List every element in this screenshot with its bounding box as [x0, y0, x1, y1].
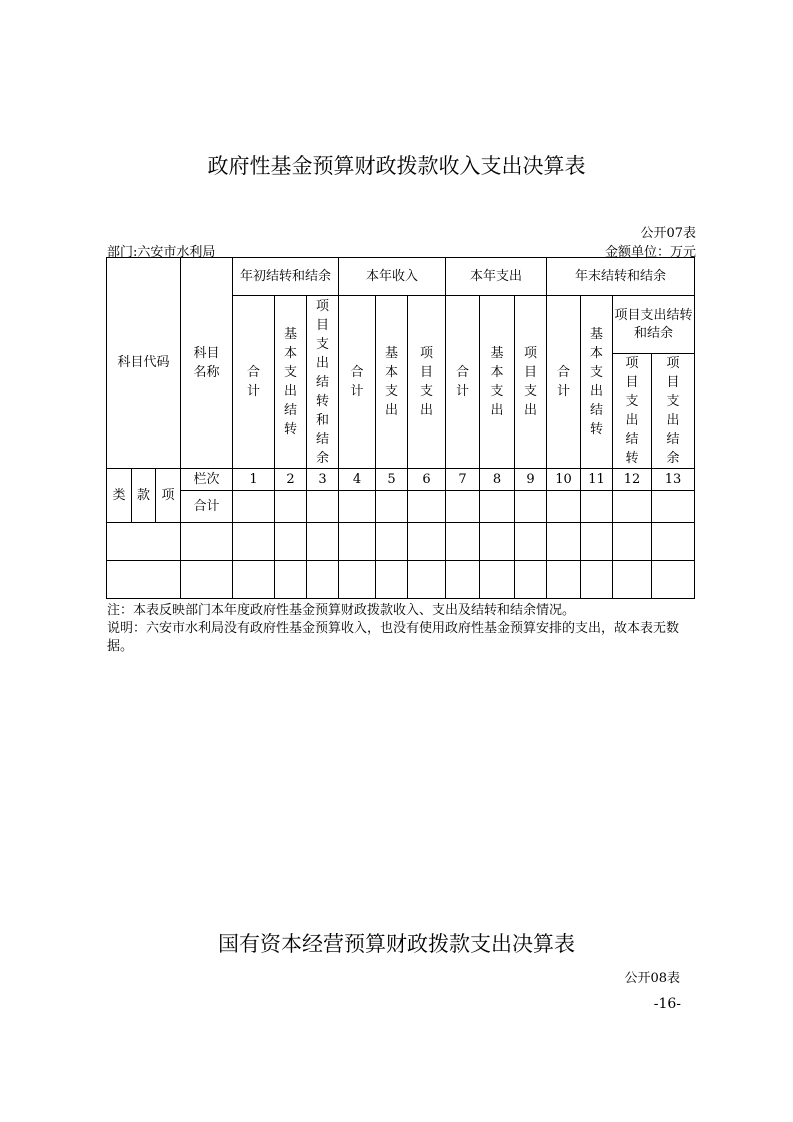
table-cell	[307, 491, 339, 523]
column-number: 11	[581, 469, 613, 491]
income-header: 本年收入	[339, 258, 446, 296]
subject-name-header: 科目名称	[181, 258, 233, 469]
table-cell	[376, 523, 408, 561]
column-number: 6	[408, 469, 446, 491]
table-cell	[181, 561, 233, 599]
income-project-header: 项目支出	[408, 296, 446, 469]
table-cell	[408, 491, 446, 523]
table-cell	[613, 491, 652, 523]
table-cell	[307, 561, 339, 599]
column-number: 2	[275, 469, 307, 491]
table-cell	[408, 561, 446, 599]
table-cell	[547, 491, 581, 523]
table-row	[107, 561, 695, 599]
end-project-balance-sub-header: 项目支出结余	[652, 354, 695, 469]
column-number: 1	[233, 469, 275, 491]
table-cell	[339, 491, 376, 523]
table-cell	[107, 523, 181, 561]
column-number: 8	[480, 469, 515, 491]
fund-budget-table-wrapper	[106, 257, 695, 599]
table-cell	[581, 561, 613, 599]
column-number: 4	[339, 469, 376, 491]
table-cell	[446, 561, 480, 599]
table-cell	[275, 561, 307, 599]
table-cell	[515, 491, 547, 523]
column-number: 7	[446, 469, 480, 491]
table-row	[107, 523, 695, 561]
expense-total-header: 合计	[446, 296, 480, 469]
table-cell	[376, 491, 408, 523]
table-number: 公开07表	[640, 226, 696, 241]
table-cell	[480, 491, 515, 523]
page-title: 政府性基金预算财政拨款收入支出决算表	[207, 154, 586, 178]
column-number: 12	[613, 469, 652, 491]
begin-basic-carry-header: 基本支出结转	[275, 296, 307, 469]
table-cell	[233, 491, 275, 523]
table-cell	[233, 523, 275, 561]
table-cell	[547, 561, 581, 599]
next-table-number: 公开08表	[624, 971, 680, 986]
table-cell	[581, 523, 613, 561]
table-cell	[613, 561, 652, 599]
end-project-carry-sub-header: 项目支出结转	[613, 354, 652, 469]
table-cell	[581, 491, 613, 523]
end-basic-carry-header: 基本支出结转	[581, 296, 613, 469]
table-cell	[233, 561, 275, 599]
table-cell	[339, 561, 376, 599]
note-text: 注：本表反映部门本年度政府性基金预算财政拨款收入、支出及结转和结余情况。	[107, 603, 576, 618]
begin-total-header: 合计	[233, 296, 275, 469]
kuan-header: 款	[132, 469, 156, 523]
end-total-header: 合计	[547, 296, 581, 469]
fund-budget-table	[106, 257, 695, 599]
table-cell	[547, 523, 581, 561]
expense-header: 本年支出	[446, 258, 547, 296]
table-cell	[652, 561, 695, 599]
table-cell	[408, 523, 446, 561]
table-cell	[181, 523, 233, 561]
expense-basic-header: 基本支出	[480, 296, 515, 469]
table-cell	[446, 491, 480, 523]
table-cell	[376, 561, 408, 599]
column-number: 10	[547, 469, 581, 491]
unit-label: 金额单位：万元	[604, 245, 696, 260]
end-project-carry-group-header: 项目支出结转和结余	[613, 296, 695, 354]
begin-balance-header: 年初结转和结余	[233, 258, 339, 296]
table-cell	[652, 491, 695, 523]
subject-code-header: 科目代码	[107, 258, 181, 469]
lei-header: 类	[107, 469, 132, 523]
expense-project-header: 项目支出	[515, 296, 547, 469]
table-cell	[446, 523, 480, 561]
table-cell	[652, 523, 695, 561]
column-number: 5	[376, 469, 408, 491]
explanation-text: 说明：六安市水利局没有政府性基金预算收入，也没有使用政府性基金预算安排的支出，故本表无数据。	[107, 621, 680, 654]
sum-row-label: 合计	[181, 491, 233, 523]
table-cell	[275, 491, 307, 523]
table-cell	[307, 523, 339, 561]
table-cell	[613, 523, 652, 561]
table-cell	[275, 523, 307, 561]
income-total-header: 合计	[339, 296, 376, 469]
table-cell	[515, 523, 547, 561]
table-cell	[339, 523, 376, 561]
table-cell	[515, 561, 547, 599]
table-cell	[107, 561, 181, 599]
notes	[107, 602, 697, 656]
next-table-title: 国有资本经营预算财政拨款支出决算表	[218, 932, 575, 956]
end-balance-header: 年末结转和结余	[547, 258, 695, 296]
begin-project-carry-header: 项目支出结转和结余	[307, 296, 339, 469]
page-number: -16-	[653, 996, 681, 1012]
column-number: 9	[515, 469, 547, 491]
xiang-header: 项	[156, 469, 181, 523]
column-number: 13	[652, 469, 695, 491]
department-label: 部门:六安市水利局	[107, 245, 216, 260]
table-cell	[480, 523, 515, 561]
table-cell	[480, 561, 515, 599]
income-basic-header: 基本支出	[376, 296, 408, 469]
column-number: 3	[307, 469, 339, 491]
column-no-label: 栏次	[181, 469, 233, 491]
